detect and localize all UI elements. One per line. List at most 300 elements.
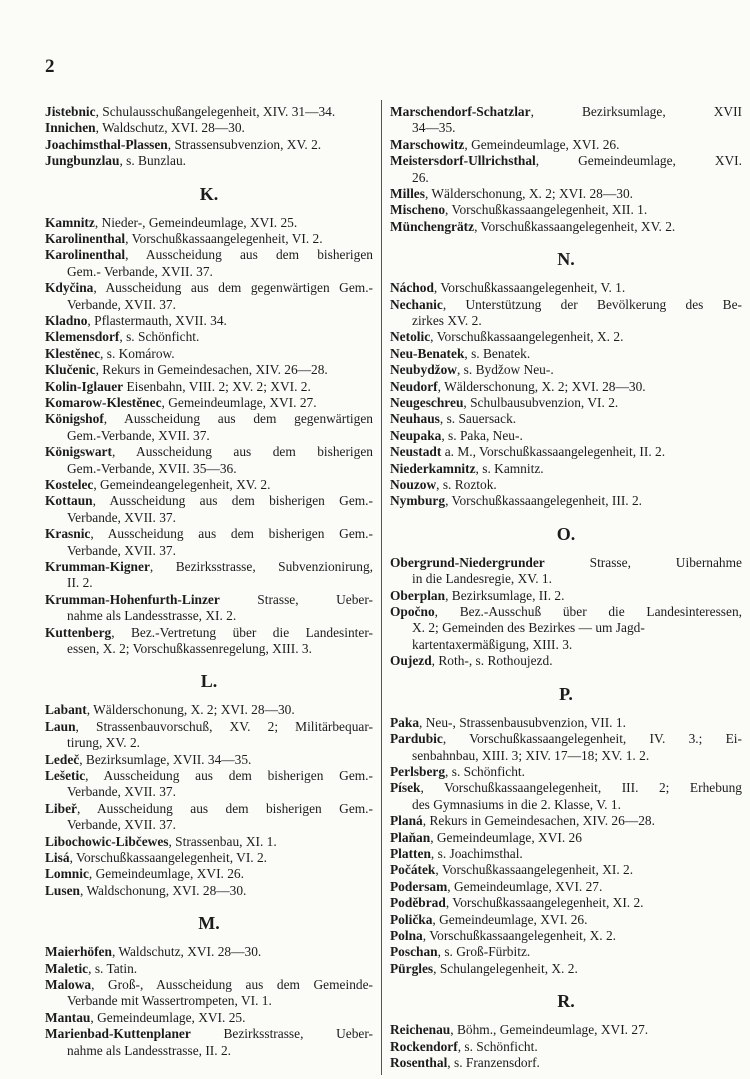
entry-first-line [390, 280, 742, 296]
entry-first-line [390, 379, 742, 395]
entry-text: , Wälderschonung, X. 2; XVI. 28—30. [86, 702, 295, 718]
entry-name: Libochowic-Libčewes [45, 833, 169, 849]
entry-name: Lešetic [45, 768, 86, 784]
index-entry [390, 153, 742, 186]
entry-text: , Bezirksumlage, XVII. 34—35. [79, 751, 252, 767]
entry-first-line [45, 883, 373, 899]
index-entry [45, 768, 373, 801]
entry-text: , Ausscheidung aus dem bisherigen Gem.- [77, 800, 373, 816]
entry-name: Komarow-Klestěnec [45, 395, 162, 411]
entry-name: Platten [390, 845, 431, 861]
entry-first-line [45, 1026, 373, 1042]
index-entry [45, 247, 373, 280]
index-entry [45, 752, 373, 768]
entry-name: Nymburg [390, 493, 446, 509]
entry-text: , Pflastermauth, XVII. 34. [87, 313, 227, 329]
entry-continuation: 34—35. [412, 120, 456, 136]
section-heading: L. [200, 671, 218, 692]
entry-name: Mischeno [390, 202, 446, 218]
entry-text: , s. Schönficht. [457, 1038, 538, 1054]
entry-first-line [390, 895, 742, 911]
entry-text: Strasse, Ueber- [219, 591, 373, 607]
entry-first-line [390, 944, 742, 960]
section-heading: O. [556, 523, 576, 544]
index-entry [390, 280, 742, 296]
entry-continuation: des Gymnasiums in die 2. Klasse, V. 1. [412, 796, 621, 812]
entry-first-line [45, 477, 373, 493]
entry-name: Labant [45, 702, 87, 718]
entry-text: , Neu-, Strassenbausubvenzion, VII. 1. [419, 714, 626, 730]
entry-continuation: Verbande, XVII. 37. [67, 296, 176, 312]
entry-text: , Bez.-Ausschuß über die Landesinteressen, [434, 604, 742, 620]
entry-first-line [390, 461, 742, 477]
entry-name: Krumman-Hohenfurth-Linzer [45, 591, 220, 607]
entry-text: , Gemeindeumlage, XVI. 26. [464, 136, 620, 152]
entry-first-line [45, 752, 373, 768]
entry-text: , Vorschußkassaangelegenheit, XI. 2. [445, 895, 644, 911]
entry-continuation: Gem.- Verbande, XVII. 37. [67, 263, 213, 279]
index-entry [390, 297, 742, 330]
index-entry [45, 329, 373, 345]
index-entry [390, 186, 742, 202]
entry-first-line [390, 928, 742, 944]
entry-name: Podersam [390, 878, 448, 894]
entry-text: , Wälderschonung, X. 2; XVI. 28—30. [424, 186, 633, 201]
index-entry [390, 928, 742, 944]
entry-first-line [45, 850, 373, 866]
entry-first-line [45, 866, 373, 882]
index-entry [390, 219, 742, 235]
index-entry [45, 961, 373, 977]
index-entry [45, 702, 373, 718]
entry-first-line [45, 153, 373, 169]
entry-name: Innichen [45, 120, 96, 136]
entry-first-line [45, 719, 373, 735]
entry-text: , Gemeindeumlage, XVI. 27. [161, 395, 317, 411]
entry-text: , Ausscheidung aus dem gegenwärtigen Gem.- [93, 280, 373, 296]
index-entry [390, 895, 742, 911]
index-entry [390, 862, 742, 878]
entry-first-line [45, 977, 373, 993]
left-column [45, 104, 373, 1059]
entry-text: , Bezirksstrasse, Subvenzionirung, [149, 559, 373, 575]
index-entry [45, 1010, 373, 1026]
entry-text: , Vorschußkassaangelegenheit, III. 2; Erhebung [420, 780, 742, 796]
section-heading: R. [557, 991, 575, 1012]
index-entry [390, 555, 742, 588]
entry-name: Neu-Benatek [390, 345, 465, 361]
entry-first-line [390, 961, 742, 977]
index-entry [390, 944, 742, 960]
entry-name: Počátek [390, 862, 436, 878]
entry-first-line [45, 346, 373, 362]
entry-text: Strasse, Uibernahme [544, 554, 742, 570]
entry-name: Pardubic [390, 731, 443, 747]
entry-continuation: Verbande, XVII. 37. [67, 509, 176, 525]
entry-name: Krumman-Kigner [45, 559, 150, 575]
entry-first-line [45, 559, 373, 575]
entry-text: , Ausscheidung aus dem bisherigen [111, 444, 373, 460]
entry-text: , Nieder-, Gemeindeumlage, XVI. 25. [94, 214, 298, 230]
index-entry [45, 1026, 373, 1059]
entry-name: Oujezd [390, 653, 432, 669]
entry-text: , s. Sauersack. [439, 411, 517, 427]
entry-first-line [390, 653, 742, 669]
index-entry [45, 104, 373, 120]
entry-name: Reichenau [390, 1022, 451, 1038]
entry-first-line [390, 137, 742, 153]
entry-text: , s. Paka, Neu-. [441, 427, 523, 443]
entry-name: Laun [45, 718, 76, 734]
entry-name: Kolin-Iglauer [45, 378, 124, 394]
index-entry [390, 329, 742, 345]
entry-text: , Waldschonung, XVI. 28—30. [79, 882, 247, 898]
entry-name: Polička [390, 911, 433, 927]
entry-first-line [390, 411, 742, 427]
index-entry [45, 834, 373, 850]
page-number: 2 [45, 56, 55, 77]
entry-text: , Vorschußkassaangelegenheit, X. 2. [422, 927, 617, 943]
column-divider [381, 100, 382, 1075]
index-entry [45, 625, 373, 658]
entry-name: Neubydžow [390, 362, 457, 378]
entry-first-line [390, 862, 742, 878]
entry-name: Marienbad-Kuttenplaner [45, 1026, 191, 1042]
entry-name: Ledeč [45, 751, 80, 767]
entry-text: , Böhm., Gemeindeumlage, XVI. 27. [450, 1022, 649, 1038]
entry-first-line [45, 834, 373, 850]
entry-first-line [390, 555, 742, 571]
entry-text: , s. Joachimsthal. [430, 845, 523, 861]
entry-text: , Waldschutz, XVI. 28—30. [111, 944, 262, 960]
entry-continuation: kartentaxermäßigung, XIII. 3. [412, 636, 573, 652]
entry-name: Kladno [45, 313, 88, 329]
index-entry [45, 231, 373, 247]
entry-name: Marschowitz [390, 136, 465, 152]
entry-text: , Ausscheidung aus dem gegenwärtigen [103, 411, 373, 427]
entry-name: Milles [390, 186, 425, 201]
entry-text: , Gemeindeumlage, XVI. 26. [432, 911, 588, 927]
entry-first-line [390, 731, 742, 747]
entry-name: Nouzow [390, 477, 437, 493]
index-entry [45, 592, 373, 625]
entry-first-line [45, 120, 373, 136]
entry-text: , Gemeindeumlage, XVI. 27. [447, 878, 603, 894]
entry-text: Bezirksstrasse, Ueber- [190, 1026, 373, 1042]
entry-first-line [390, 715, 742, 731]
entry-text: , s. Franzensdorf. [447, 1054, 540, 1070]
index-entry [390, 846, 742, 862]
entry-continuation: Gem.-Verbande, XVII. 37. [67, 427, 210, 443]
entry-first-line [390, 362, 742, 378]
index-entry [390, 493, 742, 509]
entry-name: Königshof [45, 411, 104, 427]
entry-text: , Vorschußkassaangelegenheit, V. 1. [433, 280, 626, 296]
entry-name: Libeř [45, 800, 77, 816]
entry-first-line [45, 329, 373, 345]
entry-name: Poděbrad [390, 895, 446, 911]
entry-first-line [390, 219, 742, 235]
entry-name: Písek [390, 780, 421, 796]
index-entry [45, 215, 373, 231]
index-entry [390, 715, 742, 731]
entry-text: , s. Bydžow Neu-. [456, 362, 554, 378]
right-column [390, 104, 742, 1071]
entry-first-line [390, 493, 742, 509]
index-entry [45, 280, 373, 313]
index-entry [45, 346, 373, 362]
entry-first-line [390, 153, 742, 169]
entry-first-line [390, 444, 742, 460]
entry-first-line [390, 297, 742, 313]
entry-name: Klemensdorf [45, 329, 120, 345]
index-entry [390, 428, 742, 444]
entry-name: Neupaka [390, 427, 442, 443]
entry-first-line [390, 764, 742, 780]
entry-name: Neugeschreu [390, 395, 464, 411]
entry-text: , Strassenbau, XI. 1. [168, 833, 277, 849]
entry-first-line [45, 313, 373, 329]
entry-first-line [45, 702, 373, 718]
entry-continuation: Verbande mit Wassertrompeten, VI. 1. [67, 993, 272, 1009]
entry-name: Mantau [45, 1009, 91, 1025]
index-entry [390, 653, 742, 669]
entry-name: Karolinenthal [45, 247, 126, 263]
index-entry [45, 362, 373, 378]
entry-first-line [390, 1022, 742, 1038]
entry-text: , Vorschußkassaangelegenheit, III. 2. [445, 493, 643, 509]
entry-name: Plaňan [390, 829, 431, 845]
entry-continuation: Verbande, XVII. 37. [67, 817, 176, 833]
entry-first-line [45, 1010, 373, 1026]
entry-name: Opočno [390, 604, 435, 620]
index-entry [45, 137, 373, 153]
entry-first-line [45, 961, 373, 977]
entry-name: Kottaun [45, 493, 93, 509]
index-entry [45, 477, 373, 493]
entry-name: Joachimsthal-Plassen [45, 136, 168, 152]
entry-first-line [45, 801, 373, 817]
entry-continuation: zirkes XV. 2. [412, 313, 482, 329]
entry-text: , Strassensubvenzion, XV. 2. [167, 136, 322, 152]
entry-text: , Wälderschonung, X. 2; XVI. 28—30. [437, 378, 646, 394]
index-entry [45, 120, 373, 136]
entry-text: , Bezirksumlage, II. 2. [445, 587, 565, 603]
index-entry [45, 444, 373, 477]
entry-text: , s. Groß-Fürbitz. [437, 944, 531, 960]
entry-text: , Gemeindeangelegenheit, XV. 2. [93, 477, 271, 493]
entry-name: Kdyčina [45, 280, 94, 296]
entry-first-line [45, 247, 373, 263]
entry-text: , Gemeindeumlage, XVI. 25. [90, 1009, 246, 1025]
entry-first-line [390, 395, 742, 411]
index-entry [45, 559, 373, 592]
index-entry [390, 588, 742, 604]
index-entry [390, 411, 742, 427]
index-entry [390, 346, 742, 362]
index-entry [45, 526, 373, 559]
entry-text: , Vorschußkassaangelegenheit, XII. 1. [445, 202, 648, 218]
entry-name: Rockendorf [390, 1038, 458, 1054]
section-heading: N. [557, 249, 575, 270]
entry-name: Neustadt [390, 444, 442, 460]
entry-continuation: in die Landesregie, XV. 1. [412, 571, 552, 587]
index-entry [390, 813, 742, 829]
index-entry [45, 719, 373, 752]
entry-first-line [45, 137, 373, 153]
index-entry [390, 879, 742, 895]
entry-name: Marschendorf-Schatzlar [390, 104, 531, 119]
entry-text: , Schulausschußangelegenheit, XIV. 31—34. [95, 104, 336, 119]
entry-name: Rosenthal [390, 1054, 448, 1070]
entry-first-line [45, 944, 373, 960]
entry-name: Oberplan [390, 587, 446, 603]
entry-name: Jungbunzlau [45, 153, 120, 169]
entry-name: Niederkamnitz [390, 460, 476, 476]
entry-name: Neudorf [390, 378, 438, 394]
index-entry [390, 104, 742, 137]
entry-text: , Bez.-Vertretung über die Landesinter- [111, 624, 373, 640]
entry-text: , s. Schönficht. [445, 763, 525, 779]
entry-text: , Gemeindeumlage, XVI. 26 [430, 829, 582, 845]
index-entry [45, 379, 373, 395]
index-entry [390, 379, 742, 395]
entry-first-line [390, 846, 742, 862]
index-entry [390, 461, 742, 477]
entry-text: , s. Schönficht. [119, 329, 200, 345]
entry-text: , s. Komárow. [100, 345, 175, 361]
entry-first-line [45, 526, 373, 542]
entry-first-line [390, 1039, 742, 1055]
entry-text: , s. Benatek. [464, 345, 531, 361]
entry-text: , Roth-, s. Rothoujezd. [431, 653, 553, 669]
index-entry [390, 780, 742, 813]
entry-name: Kamnitz [45, 214, 95, 230]
entry-continuation: Verbande, XVII. 37. [67, 784, 176, 800]
entry-text: , Ausscheidung aus dem bisherigen [125, 247, 373, 263]
section-heading: M. [198, 913, 220, 934]
entry-text: Eisenbahn, VIII. 2; XV. 2; XVI. 2. [123, 378, 311, 394]
index-entry [45, 977, 373, 1010]
index-entry [45, 944, 373, 960]
entry-text: , Ausscheidung aus dem bisherigen Gem.- [90, 526, 373, 542]
entry-first-line [390, 879, 742, 895]
index-entry [45, 801, 373, 834]
entry-first-line [390, 780, 742, 796]
entry-name: Planá [390, 813, 423, 829]
entry-text: , Vorschußkassaangelegenheit, VI. 2. [69, 850, 268, 866]
index-entry [390, 604, 742, 653]
entry-first-line [390, 813, 742, 829]
index-entry [45, 493, 373, 526]
entry-first-line [390, 830, 742, 846]
entry-name: Lusen [45, 882, 80, 898]
entry-text: , Gemeindeumlage, XVI. 26. [88, 866, 244, 882]
entry-name: Jistebnic [45, 104, 96, 119]
entry-first-line [390, 329, 742, 345]
entry-name: Polna [390, 927, 423, 943]
index-entry [390, 1039, 742, 1055]
entry-first-line [45, 379, 373, 395]
entry-continuation: nahme als Landesstrasse, XI. 2. [67, 608, 237, 624]
entry-text: , Ausscheidung aus dem bisherigen Gem.- [92, 493, 373, 509]
entry-name: Lisá [45, 850, 70, 866]
entry-name: Kostelec [45, 477, 94, 493]
index-entry [390, 395, 742, 411]
entry-name: Kuttenberg [45, 624, 112, 640]
index-entry [45, 866, 373, 882]
entry-continuation: 26. [412, 169, 429, 185]
entry-first-line [390, 604, 742, 620]
entry-name: Maletic [45, 960, 89, 976]
entry-continuation: X. 2; Gemeinden des Bezirkes — um Jagd- [412, 620, 645, 636]
entry-first-line [45, 104, 373, 120]
entry-text: , Vorschußkassaangelegenheit, VI. 2. [125, 231, 323, 247]
entry-name: Náchod [390, 280, 434, 296]
entry-text: , Rekurs in Gemeindesachen, XIV. 26—28. [422, 813, 655, 829]
entry-name: Malowa [45, 977, 92, 993]
index-entry [390, 137, 742, 153]
section-heading: P. [559, 683, 573, 704]
entry-text: , Unterstützung der Bevölkerung des Be- [442, 296, 742, 312]
entry-first-line [390, 186, 742, 202]
entry-name: Netolic [390, 329, 431, 345]
entry-first-line [390, 477, 742, 493]
entry-name: Klučenic [45, 362, 96, 378]
entry-name: Klestěnec [45, 345, 101, 361]
entry-name: Maierhöfen [45, 944, 112, 960]
entry-name: Paka [390, 714, 420, 730]
entry-text: , Vorschußkassaangelegenheit, IV. 3.; Ei- [442, 731, 742, 747]
entry-first-line [45, 768, 373, 784]
entry-continuation: nahme als Landesstrasse, II. 2. [67, 1042, 231, 1058]
entry-first-line [45, 444, 373, 460]
index-entry [390, 202, 742, 218]
entry-text: , Groß-, Ausscheidung aus dem Gemeinde- [91, 977, 373, 993]
entry-text: , Ausscheidung aus dem bisherigen Gem.- [85, 768, 373, 784]
entry-text: , s. Bunzlau. [119, 153, 187, 169]
index-entry [390, 830, 742, 846]
index-entry [390, 731, 742, 764]
index-entry [390, 444, 742, 460]
entry-text: , Gemeindeumlage, XVI. [535, 153, 742, 169]
entry-continuation: Gem.-Verbande, XVII. 35—36. [67, 460, 237, 476]
entry-first-line [390, 202, 742, 218]
entry-name: Karolinenthal [45, 231, 126, 247]
entry-first-line [45, 592, 373, 608]
entry-first-line [45, 215, 373, 231]
index-entry [45, 153, 373, 169]
index-entry [390, 1055, 742, 1071]
index-entry [390, 961, 742, 977]
entry-text: , Waldschutz, XVI. 28—30. [95, 120, 245, 136]
section-heading: K. [199, 183, 219, 204]
index-entry [390, 477, 742, 493]
entry-name: Lomnic [45, 866, 89, 882]
entry-text: , Bezirksumlage, XVII [530, 104, 742, 119]
index-entry [390, 912, 742, 928]
entry-text: , s. Kamnitz. [475, 460, 544, 476]
entry-name: Pürgles [390, 960, 434, 976]
entry-name: Krasnic [45, 526, 91, 542]
entry-first-line [45, 280, 373, 296]
entry-name: Poschan [390, 944, 438, 960]
entry-text: , Schulangelegenheit, X. 2. [433, 960, 578, 976]
entry-first-line [45, 362, 373, 378]
index-entry [45, 395, 373, 411]
entry-text: , s. Roztok. [436, 477, 497, 493]
entry-continuation: tirung, XV. 2. [67, 735, 141, 751]
